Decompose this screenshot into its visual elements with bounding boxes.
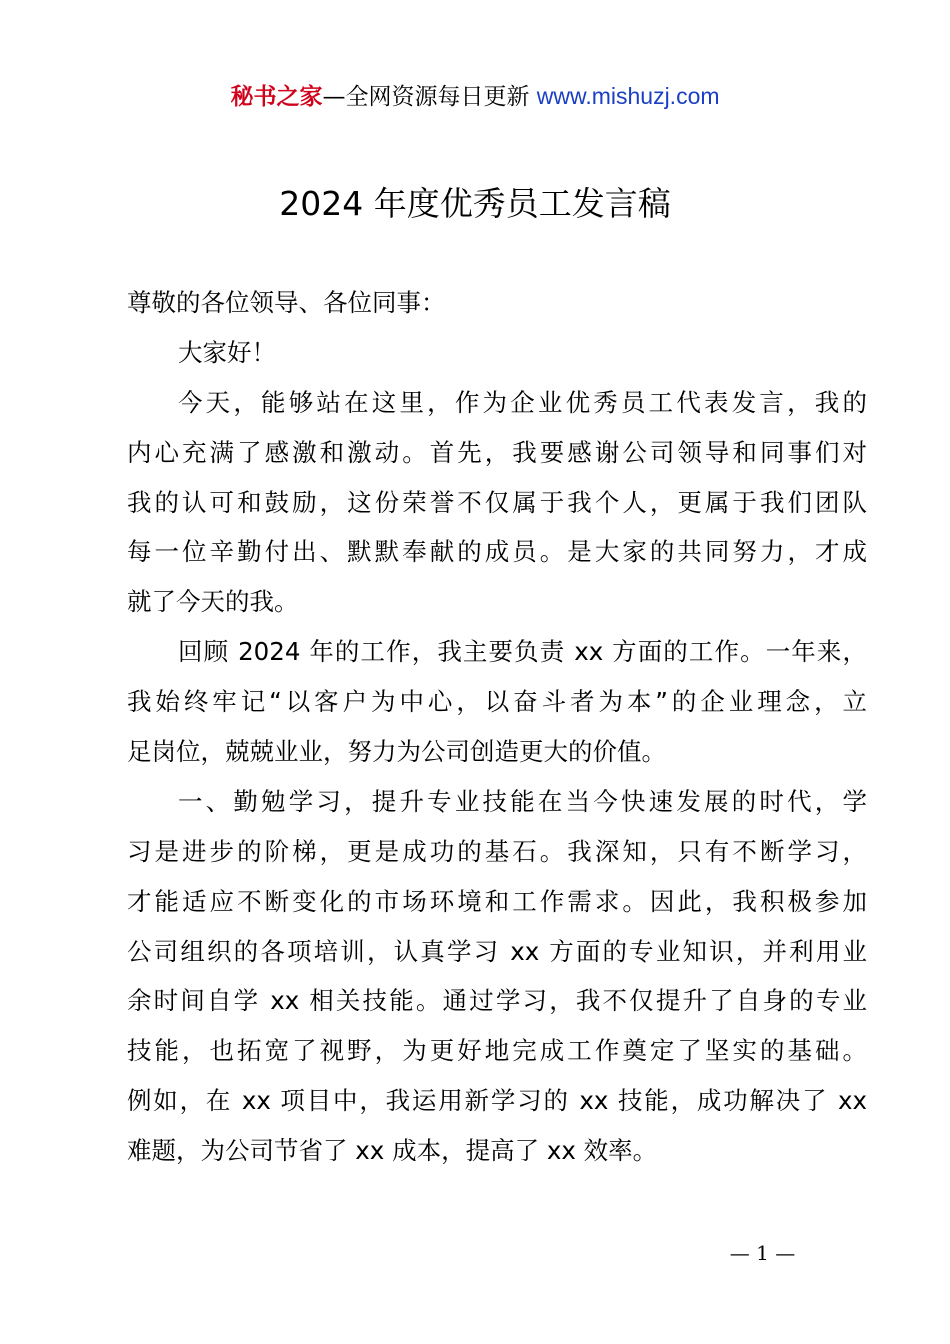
- site-brand: 秘书之家: [230, 84, 323, 110]
- site-header: [0, 80, 950, 113]
- salutation-line: 尊敬的各位领导、各位同事：: [127, 288, 446, 317]
- paragraph-line: 回顾 2024 年的工作，我主要负责 xx 方面的工作。一年来，: [178, 637, 867, 667]
- paragraph-line: 才能适应不断变化的市场环境和工作需求。因此，我积极参加: [127, 886, 867, 916]
- page-number: — 1 —: [729, 1241, 796, 1265]
- paragraph-line: 难题，为公司节省了 xx 成本，提高了 xx 效率。: [127, 1136, 658, 1166]
- paragraph-line: 余时间自学 xx 相关技能。通过学习，我不仅提升了自身的专业: [127, 986, 867, 1016]
- document-title: 2024 年度优秀员工发言稿: [279, 184, 671, 223]
- paragraph-line: 我始终牢记“以客户为中心，以奋斗者为本”的企业理念，立: [127, 687, 867, 717]
- site-slogan: —全网资源每日更新: [322, 84, 530, 110]
- paragraph-line: 就了今天的我。: [127, 587, 299, 617]
- greeting-line: 大家好！: [178, 337, 276, 367]
- paragraph-line: 每一位辛勤付出、默默奉献的成员。是大家的共同努力，才成: [127, 537, 867, 567]
- document-body: [127, 278, 867, 1176]
- paragraph-line: 我的认可和鼓励，这份荣誉不仅属于我个人，更属于我们团队: [127, 487, 867, 517]
- site-url-link[interactable]: www.mishuzj.com: [536, 83, 720, 109]
- paragraph-line: 习是进步的阶梯，更是成功的基石。我深知，只有不断学习，: [127, 836, 867, 866]
- paragraph-line: 足岗位，兢兢业业，努力为公司创造更大的价值。: [127, 737, 666, 767]
- paragraph-line: 公司组织的各项培训，认真学习 xx 方面的专业知识，并利用业: [127, 936, 867, 966]
- paragraph-line: 技能，也拓宽了视野，为更好地完成工作奠定了坚实的基础。: [127, 1036, 867, 1066]
- paragraph-line: 例如，在 xx 项目中，我运用新学习的 xx 技能，成功解决了 xx: [127, 1086, 867, 1116]
- paragraph-line: 今天，能够站在这里，作为企业优秀员工代表发言，我的: [178, 387, 867, 417]
- paragraph-line: 内心充满了感激和激动。首先，我要感谢公司领导和同事们对: [127, 437, 867, 467]
- section-heading-line: 一、勤勉学习，提升专业技能在当今快速发展的时代，学: [178, 786, 867, 816]
